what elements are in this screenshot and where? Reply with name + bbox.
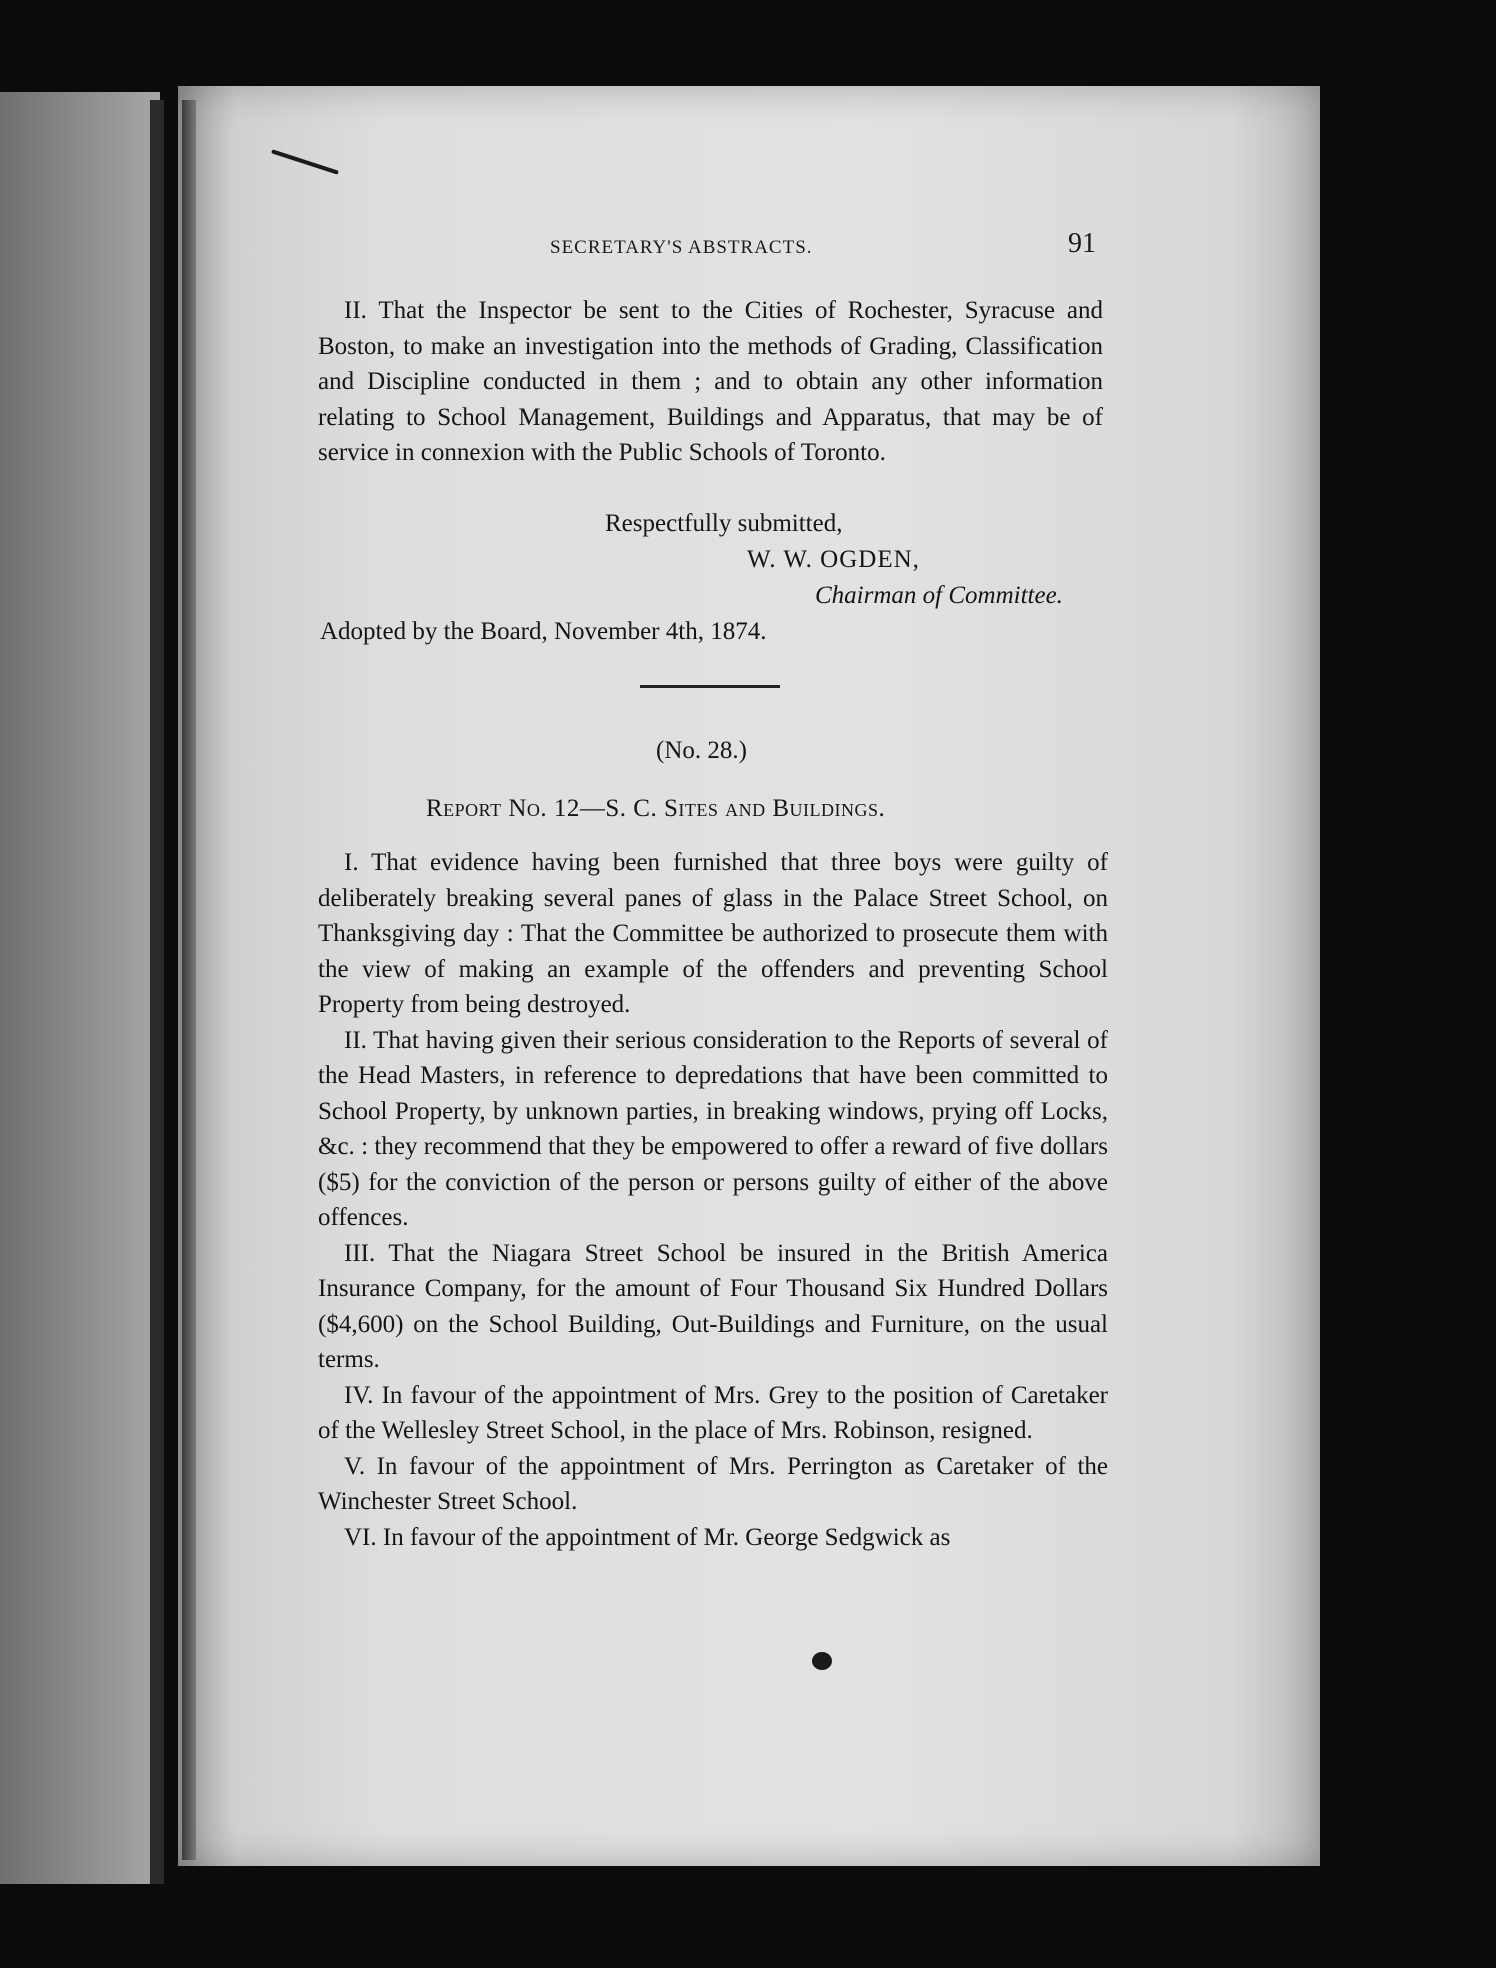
paragraph: III. That the Niagara Street School be insured in the British America Insurance Company, for the amount of Four Thousand Six Hundred Dollars ($4,600) on the School Building, Out-Buildings and Furniture, on the usual terms. [318,1239,1108,1373]
document-number: (No. 28.) [656,737,747,764]
paragraph: V. In favour of the appointment of Mrs. Perrington as Caretaker of the Winchester Street School. [318,1452,1108,1515]
adjacent-page [0,92,160,1884]
page-binding-fold [182,100,196,1860]
report-heading: Report No. 12—S. C. Sites and Buildings. [426,795,886,822]
report-body [318,845,1108,1555]
paragraph: II. That the Inspector be sent to the Cities of Rochester, Syracuse and Boston, to make an investigation into the methods of Grading, Classification and Discipline conducted in them ; and to obtain any other information relating to School Management, Buildings and Apparatus, that may be of service in connexion with the Public Schools of Toronto. [318,297,1103,466]
committee-report-section [318,293,1103,471]
page-gutter [150,100,164,1884]
signer-name: W. W. OGDEN, [747,546,920,573]
ink-blot [812,1652,832,1670]
paragraph: VI. In favour of the appointment of Mr. George Sedgwick as [344,1523,951,1551]
adoption-note: Adopted by the Board, November 4th, 1874. [320,618,767,645]
paragraph: IV. In favour of the appointment of Mrs. Grey to the position of Caretaker of the Wellesley Street School, in the place of Mrs. Robinson, resigned. [318,1381,1108,1444]
signer-title: Chairman of Committee. [815,582,1063,609]
section-divider [640,685,780,688]
page-number: 91 [1068,228,1096,259]
running-header: SECRETARY'S ABSTRACTS. [550,237,813,258]
paragraph: II. That having given their serious consideration to the Reports of several of the Head Masters, in reference to depredations that have been committed to School Property, by unknown parties, in breaking windows, prying off Locks, &c. : they recommend that they be empowered to offer a reward of five dollars ($5) for the conviction of the person or persons guilty of either of the above offences. [318,1026,1108,1231]
paragraph: I. That evidence having been furnished that three boys were guilty of deliberately breaking several panes of glass in the Palace Street School, on Thanksgiving day : That the Committee be authorized to prosecute them with the view of making an example of the offenders and preventing School Property from being destroyed. [318,849,1108,1018]
closing-line: Respectfully submitted, [605,510,843,537]
